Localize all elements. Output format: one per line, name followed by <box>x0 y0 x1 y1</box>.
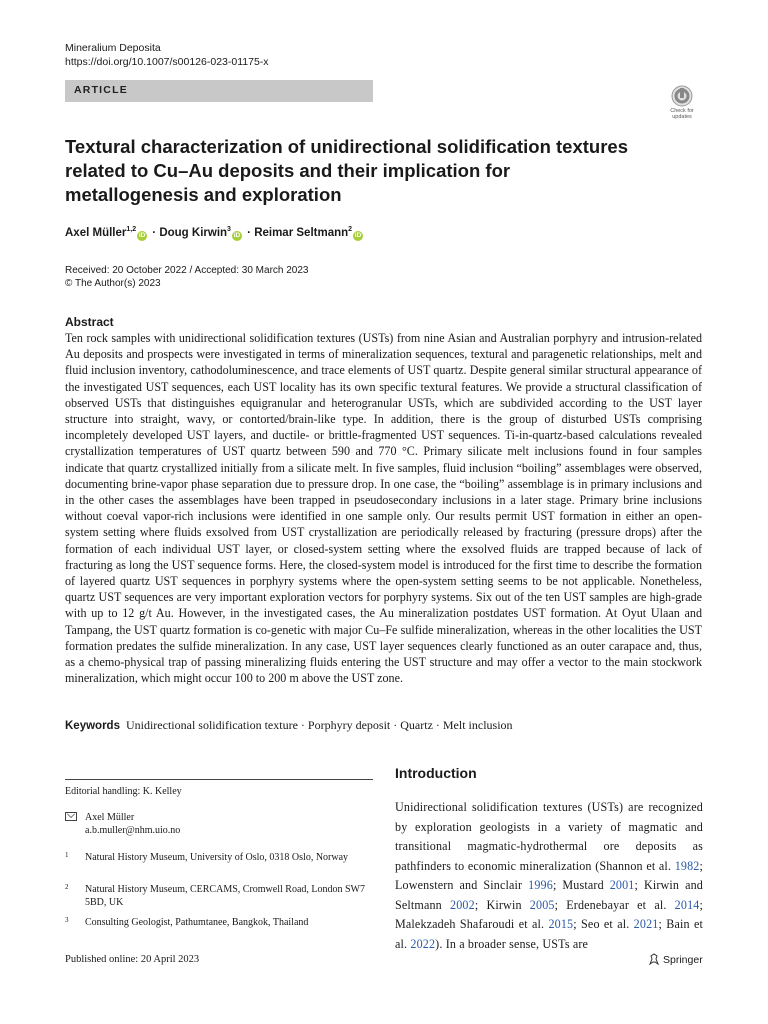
citation-link[interactable]: 2005 <box>529 897 555 912</box>
citation-link[interactable]: 2021 <box>633 917 659 931</box>
intro-text-run: ; Erdenebayar et al. <box>554 897 675 912</box>
editorial-handling: Editorial handling: K. Kelley <box>65 786 182 797</box>
affiliation-text: Consulting Geologist, Pathumtanee, Bangkok, Thailand <box>85 917 309 928</box>
doi-link[interactable]: https://doi.org/10.1007/s00126-023-01175-x <box>65 56 269 68</box>
abstract-heading: Abstract <box>65 315 114 329</box>
publisher-name: Springer <box>663 954 703 966</box>
author-affiliation-sup: 1,2 <box>126 226 137 233</box>
introduction-text <box>395 798 703 954</box>
affiliation-number: 1 <box>65 851 69 859</box>
affiliation-text: Natural History Museum, University of Oslo, 0318 Oslo, Norway <box>85 852 349 863</box>
footnote-divider <box>65 779 373 780</box>
copyright-line: © The Author(s) 2023 <box>65 278 161 289</box>
orcid-icon[interactable]: iD <box>233 231 241 239</box>
keywords-text: Unidirectional solidification texture · Porphyry deposit · Quartz · Melt inclusion <box>125 718 513 732</box>
envelope-icon <box>65 812 77 821</box>
contact-name: Axel Müller <box>85 812 135 823</box>
abstract-text: Ten rock samples with unidirectional solidification textures (USTs) from nine Asian and Australian porphyry and intrusion-related Au deposits and prospects were investigated in terms of mineralization sequences, textural and paragenetic relationships, melt and fluid inclusion inventory, cathodoluminescence, and trace elements of UST quartz. Despite general similar structural appearance of the investigated UST sequences, each UST locality has its own specific textural features. We provide a structural classification of observed USTs that distinguishes equigranular and heterogranular USTs, which are subdivided according to the UST layer structure into straight, wavy, or contorted/brain-like type. In addition, there is the group of disturbed USTs comprising incompletely developed UST layers, and ductile- or brittle-fragmented UST sequences. Ti-in-quartz-based calculations revealed crystallization temperatures of UST quartz between 590 and 770 °C. Primary silicate melt inclusions found in four samples indicate that quartz crystallized initially from a silicate melt. In five samples, fluid inclusion “boiling” assemblages were observed, documenting brine-vapor phase separation due to pressure drop. In one case, the “boiling” assemblage is in primary inclusions and in the other cases the assemblages have been trapped in pseudosecondary inclusions in a later stage. Primary brine inclusions without coeval vapor-rich inclusions were identified in one sample only. Our results permit UST formation in either an open-system setting where fluids exsolved from UST crystallization are periodically released by fracturing (pressure drops) after the formation of each individual UST layer, or closed-system setting where the exsolved fluids are trapped because of lack of fracturing as long the UST sequence forms. Here, the closed-system model is introduced for the first time to describe the formation of layered quartz UST sequences in porphyry systems where the open-system setting seems to be not applicable. Nonetheless, quartz UST sequences are very important exploration vectors for porphyry systems. Six out of the ten UST samples are high-grade with up to 12 g/t Au. However, in the investigated cases, the Au mineralization postdates UST formation. At Oyut Ulaan and Tampang, the UST quartz formation is co-genetic with major Cu–Fe sulfide mineralization, whereas in the other localities the UST formation predates the sulfide mineralization. In any case, UST layer sequences clearly functioned as an outer carapace and, thus, as a chemo-physical trap of passing mineralizing fluids entering the UST structure and may offer a vector to the main stockwork mineralization, which might occur 100 to 200 m above the UST zone. <box>65 331 702 686</box>
intro-text-run: ; Malekzadeh Shafaroudi et al. <box>395 897 703 931</box>
published-online: Published online: 20 April 2023 <box>65 954 200 965</box>
affiliation-number: 3 <box>65 916 69 924</box>
intro-text-run: ; Mustard <box>552 878 610 892</box>
intro-text-run: ; Kirwin <box>474 897 530 912</box>
affiliation-number: 2 <box>65 883 69 891</box>
author-affiliation-sup: 2 <box>348 226 353 233</box>
citation-link[interactable]: 2001 <box>609 878 635 892</box>
author-name[interactable]: Doug Kirwin <box>159 226 228 239</box>
author-separator: · <box>149 226 160 239</box>
received-accepted: Received: 20 October 2022 / Accepted: 30 March 2023 <box>65 265 309 276</box>
orcid-icon[interactable]: iD <box>354 231 362 239</box>
citation-link[interactable]: 2002 <box>450 897 475 912</box>
intro-text-run: ; Lowenstern and Sinclair <box>395 858 703 892</box>
intro-text-run: Unidirectional solidification textures (USTs) are recognized by exploration geologists in a variety of magmatic and transitional magmatic-hydrothermal ore deposits as pathfinders to economic mineralization (Shannon et al. <box>395 800 703 873</box>
author-affiliation-sup: 3 <box>227 226 231 233</box>
affiliation-text: Natural History Museum, CERCAMS, Cromwell Road, London SW7 5BD, UK <box>85 884 365 908</box>
citation-link[interactable]: 2014 <box>674 897 700 912</box>
check-updates-label: Check for updates <box>670 108 694 120</box>
citation-link[interactable]: 2015 <box>548 917 574 931</box>
orcid-icon[interactable]: iD <box>138 231 146 239</box>
journal-name: Mineralium Deposita <box>65 42 161 54</box>
keywords-line <box>65 718 705 733</box>
contact-email[interactable]: a.b.muller@nhm.uio.no <box>85 825 181 836</box>
intro-text-run: ; Bain et al. <box>395 917 703 951</box>
author-list <box>65 226 365 241</box>
citation-link[interactable]: 2022 <box>410 936 436 951</box>
keywords-label: Keywords <box>65 720 120 732</box>
introduction-heading: Introduction <box>395 765 477 781</box>
check-updates-icon <box>662 84 702 110</box>
citation-link[interactable]: 1996 <box>528 878 553 892</box>
paper-title: Textural characterization of unidirectional solidification textures related to Cu–Au deposits and their implication for metallogenesis and exploration <box>65 136 628 205</box>
intro-text-run: ; Seo et al. <box>573 917 634 931</box>
author-name[interactable]: Reimar Seltmann <box>254 226 349 239</box>
article-type-label: ARTICLE <box>74 84 128 96</box>
springer-horse-icon <box>648 953 660 965</box>
article-type-bar <box>65 80 373 102</box>
publisher-logo <box>648 953 703 966</box>
author-name[interactable]: Axel Müller <box>65 226 127 239</box>
intro-text-run: ). In a broader sense, USTs are <box>435 936 589 951</box>
citation-link[interactable]: 1982 <box>674 858 700 873</box>
intro-text-run: ; Kirwin and Seltmann <box>395 878 703 912</box>
author-separator: · <box>243 226 255 239</box>
publication-dates <box>65 264 309 290</box>
